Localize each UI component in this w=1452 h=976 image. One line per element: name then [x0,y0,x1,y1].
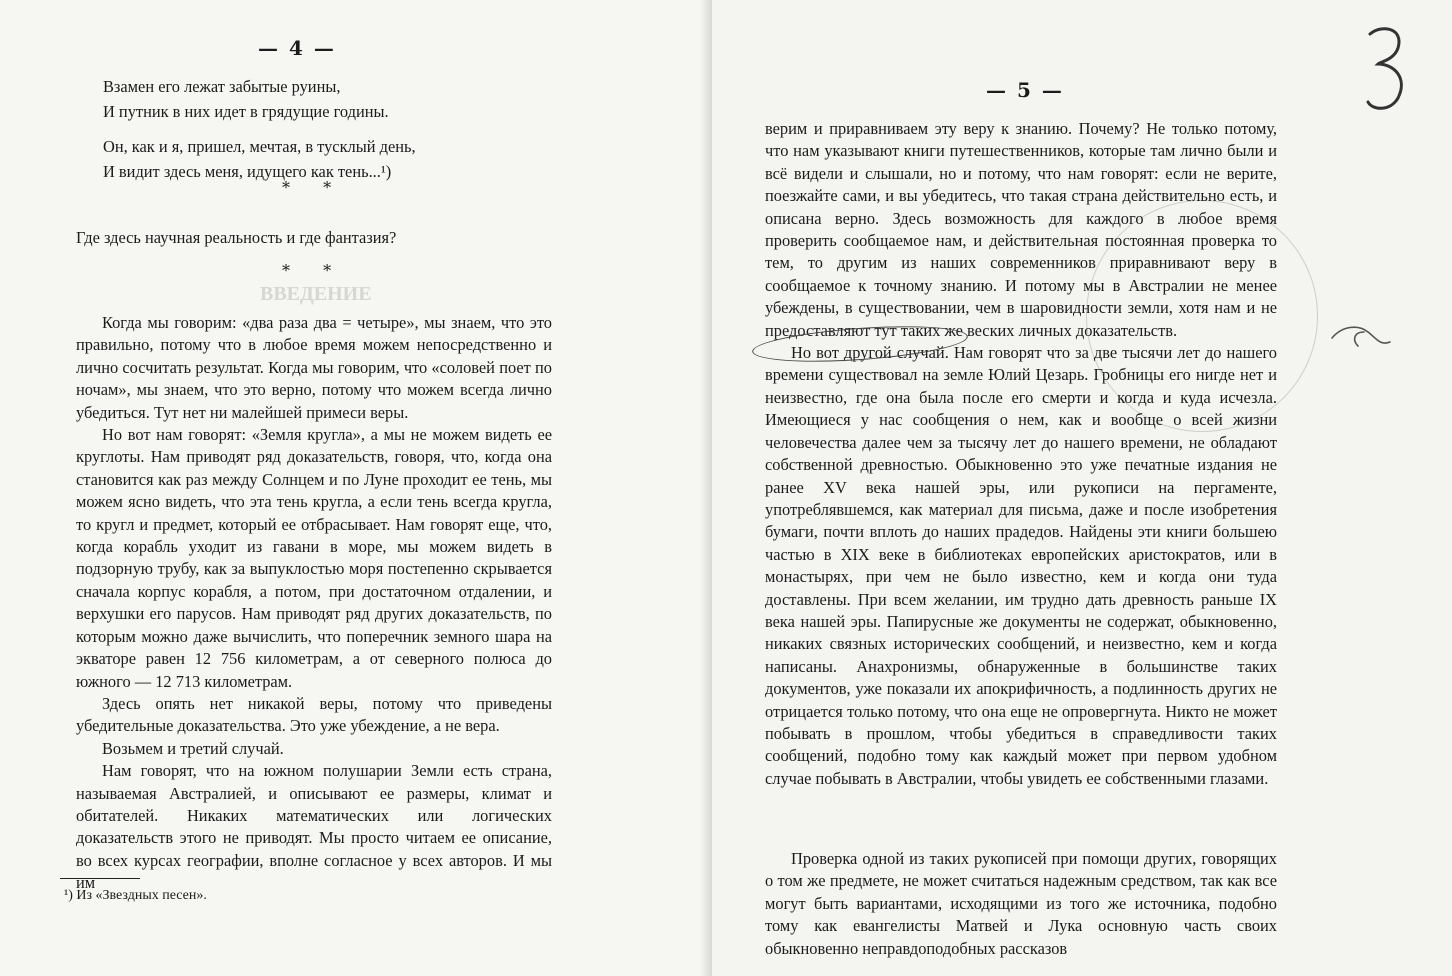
asterism-divider: * * [282,261,346,280]
handwritten-number-mark [1364,22,1410,118]
paragraph: Но вот другой случай. Нам говорят что за две тысячи лет до нашего времени существовал на земле Юлий Цезарь. Гробницы его нигде нет и неизвестно, где она была после его смерти и когда и куда исчезла. Имеющиеся у нас сообщения о нем, как и вообще о всей жизни человечества далее чем за тысячу лет до нашего времени, не обладают собственной древностью. Обыкновенно это уже печатные издания не ранее XV века нашей эры, или рукописи на пергаменте, употреблявшемся, как материал для письма, даже и после изобретения бумаги, почти вплоть до наших прадедов. Найдены эти книги большею частью в XIX веке в библиотеках европейских аристократов, или в монастырях, при чем не было известно, кем и когда они туда доставлены. При всем желании, им трудно дать древность раньше IX века нашей эры. Папирусные же документы не содержат, обыкновенно, никаких связных исторических сообщений, и неизвестно, кем и когда написаны. Анахронизмы, обнаруженные в большинстве таких документов, уже показали их апокрифичность, а подлинность других не отрицается только потому, что она еще не опровергнута. Никто не может побывать в прошлом, чтобы убедиться в справедливости таких сообщений, подобно тому как каждый может при первом удобном случае побывать в Австралии, чтобы увидеть ее собственными глазами. [765,343,1277,788]
asterism-divider: * * [282,178,346,197]
verse-line: И путник в них идет в грядущие годины. [103,102,389,121]
footnote: ¹) Из «Звездных песен». [64,888,207,903]
pencil-scribble-icon [1328,316,1398,356]
paragraph: Возьмем и третий случай. [102,738,284,758]
paragraph: Проверка одной из таких рукописей при помощи других, говорящих о том же предмете, не может считаться надежным средством, так как все могут быть вариантами, исходящими из того же источника, подобно тому как евангелисты Матвей и Лука основную часть своих обыкновенно неправдоподобных рассказов [765,849,1277,958]
bleed-through-text: ВВЕДЕНИЕ [260,283,372,305]
paragraph: Когда мы говорим: «два раза два = четыре», мы знаем, что это правильно, потому что в любое время можем непосредственно и лично сосчитать результат. Когда мы говорим, что «соловей поет по ночам», мы знаем, что это верно, потому что можем всегда лично убедиться. Тут нет ни малейшей примеси веры. [76,313,552,422]
right-body-text-bottom [765,848,1277,960]
verse-line: Взамен его лежат забытые руины, [103,77,341,96]
verse-line: И видит здесь меня, идущего как тень...¹) [103,162,392,181]
paragraph: Нам говорят, что на южном полушарии Земли есть страна, называемая Австралией, и описывают ее размеры, климат и обитателей. Никаких математических или логических доказательств этого не приводят. Мы просто читаем ее описание, во всех курсах географии, вполне согласное у всех авторов. И мы им [76,761,552,893]
left-page-number: — 4 — [258,36,336,60]
paragraph: верим и приравниваем эту веру к знанию. Почему? Не только потому, что нам указывают книги путешественников, которые там лично были и всё видели и слышали, но и потому, что нам говорят: если не верите, поезжайте сами, и вы убедитесь, что такая страна действительно есть, и описана верно. Здесь возможность для каждого в любое время проверить сообщаемое нам, и действительная постоянная проверка то тем, то другим из наших современников приравнивают веру в сообщаемое к точному знанию. И потому мы в Австралии не менее убеждены, в существовании, чем в шаровидности земли, хотя нам и не предоставляют тут таких же веских личных доказательств. [765,119,1277,340]
right-page-number: — 5 — [986,78,1064,102]
section-question: Где здесь научная реальность и где фантазия? [76,228,397,247]
left-body-text [76,312,552,895]
epigraph-verse [103,74,483,184]
left-page [0,0,712,976]
verse-line: Он, как и я, пришел, мечтая, в тусклый день, [103,137,416,156]
paragraph: Здесь опять нет никакой веры, потому что приведены убедительные доказательства. Это уже убеждение, а не вера. [76,693,552,736]
right-body-text [765,118,1277,790]
paragraph: Но вот нам говорят: «Земля кругла», а мы не можем видеть ее круглоты. Нам приводят ряд доказательств, говоря, что, когда она становится как раз между Солнцем и по Луне проходит ее тень, мы можем ясно видеть, что эта тень кругла, а если тень всегда кругла, то кругл и предмет, который ее отбрасывает. Нам говорят еще, что, когда корабль уходит из гавани в море, мы можем видеть в подзорную трубу, как за выпуклостью моря постепенно скрывается сначала корпус корабля, а потом, при достаточном отдалении, и верхушки его парусов. Нам приводят ряд других доказательств, по которым можно даже вычислить, что поперечник земного шара на экваторе равен 12 756 километрам, а от северного полюса до южного — 12 713 километрам. [76,425,552,691]
footnote-divider [60,878,140,879]
